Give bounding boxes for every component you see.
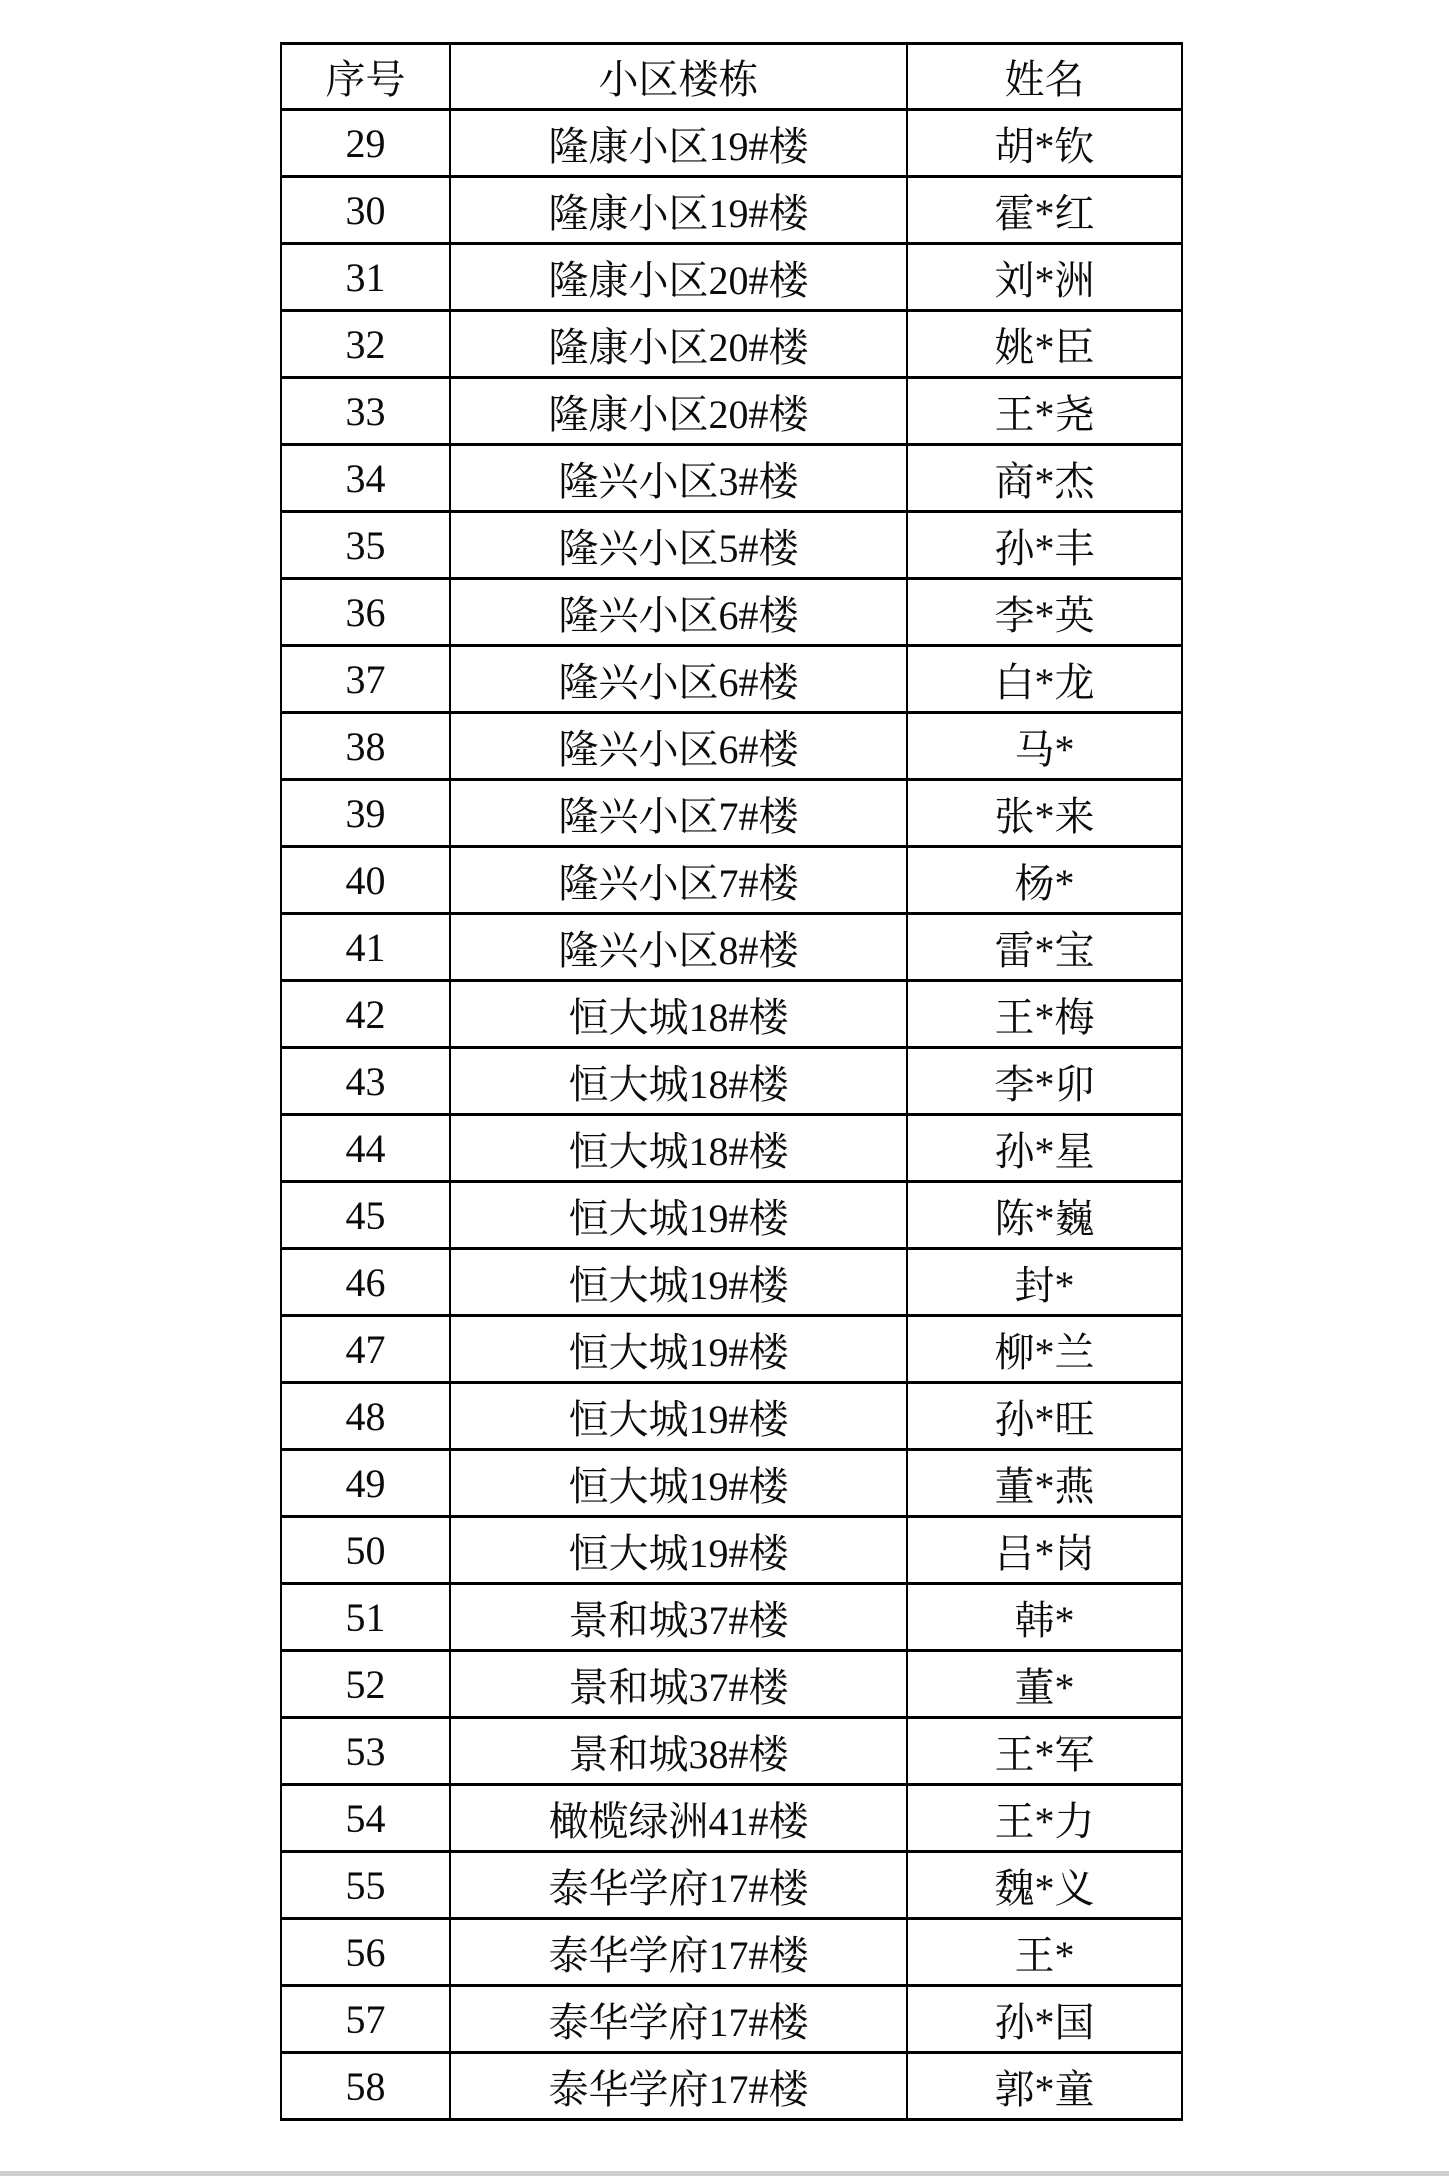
cell-building: 隆兴小区8#楼: [450, 914, 907, 981]
table-row: [281, 780, 1182, 847]
cell-name: 李*英: [907, 579, 1182, 646]
cell-name: 孙*星: [907, 1115, 1182, 1182]
cell-no: 32: [281, 311, 450, 378]
cell-building: 景和城37#楼: [450, 1584, 907, 1651]
cell-building: 泰华学府17#楼: [450, 1852, 907, 1919]
cell-no: 44: [281, 1115, 450, 1182]
table-header: [281, 44, 1182, 110]
table-row: [281, 1316, 1182, 1383]
cell-name: 雷*宝: [907, 914, 1182, 981]
cell-name: 董*燕: [907, 1450, 1182, 1517]
header-row: [281, 44, 1182, 110]
cell-building: 隆康小区20#楼: [450, 378, 907, 445]
table-row: [281, 1517, 1182, 1584]
cell-name: 王*力: [907, 1785, 1182, 1852]
cell-building: 隆兴小区7#楼: [450, 847, 907, 914]
table-row: [281, 445, 1182, 512]
table-row: [281, 110, 1182, 177]
cell-name: 魏*义: [907, 1852, 1182, 1919]
cell-building: 恒大城19#楼: [450, 1450, 907, 1517]
table-row: [281, 646, 1182, 713]
cell-name: 柳*兰: [907, 1316, 1182, 1383]
cell-name: 李*卯: [907, 1048, 1182, 1115]
cell-building: 隆康小区20#楼: [450, 311, 907, 378]
table-row: [281, 1919, 1182, 1986]
table-row: [281, 378, 1182, 445]
cell-building: 恒大城18#楼: [450, 1048, 907, 1115]
cell-no: 35: [281, 512, 450, 579]
cell-name: 白*龙: [907, 646, 1182, 713]
cell-building: 恒大城19#楼: [450, 1249, 907, 1316]
table-row: [281, 244, 1182, 311]
cell-name: 商*杰: [907, 445, 1182, 512]
table-row: [281, 1115, 1182, 1182]
table-row: [281, 1249, 1182, 1316]
cell-building: 景和城37#楼: [450, 1651, 907, 1718]
cell-building: 恒大城18#楼: [450, 1115, 907, 1182]
cell-no: 52: [281, 1651, 450, 1718]
table-row: [281, 177, 1182, 244]
resident-roster-table: [280, 42, 1183, 2121]
header-cell-building: 小区楼栋: [450, 44, 907, 110]
header-cell-name: 姓名: [907, 44, 1182, 110]
cell-name: 董*: [907, 1651, 1182, 1718]
cell-building: 恒大城19#楼: [450, 1383, 907, 1450]
table-row: [281, 1048, 1182, 1115]
cell-name: 封*: [907, 1249, 1182, 1316]
cell-building: 景和城38#楼: [450, 1718, 907, 1785]
cell-name: 马*: [907, 713, 1182, 780]
cell-name: 刘*洲: [907, 244, 1182, 311]
cell-name: 姚*臣: [907, 311, 1182, 378]
cell-building: 隆兴小区7#楼: [450, 780, 907, 847]
cell-no: 53: [281, 1718, 450, 1785]
cell-name: 王*: [907, 1919, 1182, 1986]
cell-building: 泰华学府17#楼: [450, 1986, 907, 2053]
table-row: [281, 1182, 1182, 1249]
cell-no: 39: [281, 780, 450, 847]
cell-name: 王*尧: [907, 378, 1182, 445]
cell-name: 孙*旺: [907, 1383, 1182, 1450]
cell-no: 41: [281, 914, 450, 981]
cell-building: 橄榄绿洲41#楼: [450, 1785, 907, 1852]
cell-no: 31: [281, 244, 450, 311]
cell-no: 33: [281, 378, 450, 445]
cell-building: 恒大城18#楼: [450, 981, 907, 1048]
table-row: [281, 914, 1182, 981]
cell-building: 泰华学府17#楼: [450, 2053, 907, 2120]
cell-building: 隆康小区19#楼: [450, 110, 907, 177]
table-row: [281, 981, 1182, 1048]
cell-building: 隆康小区19#楼: [450, 177, 907, 244]
cell-no: 36: [281, 579, 450, 646]
table-row: [281, 1785, 1182, 1852]
table-row: [281, 311, 1182, 378]
table-row: [281, 1383, 1182, 1450]
cell-name: 王*军: [907, 1718, 1182, 1785]
cell-no: 50: [281, 1517, 450, 1584]
cell-no: 47: [281, 1316, 450, 1383]
cell-building: 隆兴小区6#楼: [450, 646, 907, 713]
cell-no: 43: [281, 1048, 450, 1115]
header-cell-no: 序号: [281, 44, 450, 110]
table-row: [281, 579, 1182, 646]
table-row: [281, 847, 1182, 914]
cell-name: 韩*: [907, 1584, 1182, 1651]
cell-no: 46: [281, 1249, 450, 1316]
cell-no: 45: [281, 1182, 450, 1249]
table-row: [281, 1651, 1182, 1718]
cell-name: 孙*国: [907, 1986, 1182, 2053]
cell-no: 58: [281, 2053, 450, 2120]
cell-building: 恒大城19#楼: [450, 1517, 907, 1584]
cell-name: 杨*: [907, 847, 1182, 914]
table-row: [281, 512, 1182, 579]
cell-building: 泰华学府17#楼: [450, 1919, 907, 1986]
table-row: [281, 2053, 1182, 2120]
cell-building: 隆康小区20#楼: [450, 244, 907, 311]
cell-no: 54: [281, 1785, 450, 1852]
cell-no: 38: [281, 713, 450, 780]
cell-name: 郭*童: [907, 2053, 1182, 2120]
cell-name: 吕*岗: [907, 1517, 1182, 1584]
table-row: [281, 713, 1182, 780]
cell-name: 张*来: [907, 780, 1182, 847]
table-row: [281, 1450, 1182, 1517]
cell-building: 隆兴小区3#楼: [450, 445, 907, 512]
cell-name: 王*梅: [907, 981, 1182, 1048]
cell-no: 56: [281, 1919, 450, 1986]
table-row: [281, 1986, 1182, 2053]
cell-no: 34: [281, 445, 450, 512]
cell-no: 42: [281, 981, 450, 1048]
table-row: [281, 1584, 1182, 1651]
cell-no: 37: [281, 646, 450, 713]
cell-no: 29: [281, 110, 450, 177]
cell-no: 48: [281, 1383, 450, 1450]
cell-building: 恒大城19#楼: [450, 1316, 907, 1383]
table-row: [281, 1718, 1182, 1785]
cell-name: 胡*钦: [907, 110, 1182, 177]
cell-name: 陈*巍: [907, 1182, 1182, 1249]
screenshot-bottom-edge: [0, 2171, 1449, 2176]
cell-no: 49: [281, 1450, 450, 1517]
cell-no: 55: [281, 1852, 450, 1919]
cell-building: 恒大城19#楼: [450, 1182, 907, 1249]
cell-building: 隆兴小区5#楼: [450, 512, 907, 579]
cell-no: 51: [281, 1584, 450, 1651]
table-row: [281, 1852, 1182, 1919]
cell-name: 霍*红: [907, 177, 1182, 244]
cell-name: 孙*丰: [907, 512, 1182, 579]
cell-building: 隆兴小区6#楼: [450, 579, 907, 646]
cell-no: 30: [281, 177, 450, 244]
table-body: [281, 110, 1182, 2120]
cell-no: 40: [281, 847, 450, 914]
cell-building: 隆兴小区6#楼: [450, 713, 907, 780]
cell-no: 57: [281, 1986, 450, 2053]
